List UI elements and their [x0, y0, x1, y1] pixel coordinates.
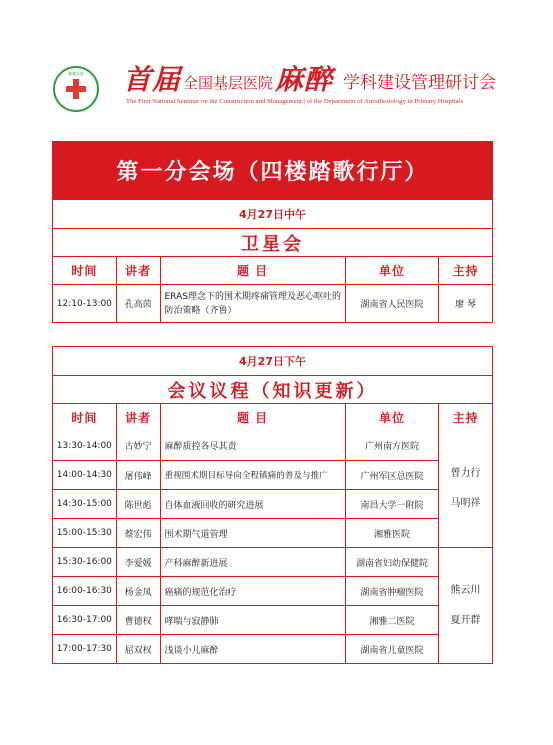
- time-cell: 13:30-14:00: [56, 440, 112, 451]
- table-row: [53, 284, 492, 322]
- title-seminar: 学科建设管理研讨会: [343, 73, 497, 93]
- speaker-cell: 杨金凤: [116, 577, 160, 605]
- speaker-cell: 陈世彪: [116, 490, 160, 518]
- session1-header-row: [53, 256, 492, 284]
- title-anesthesia: 麻醉: [275, 63, 334, 96]
- speaker-cell: 蔡宏伟: [116, 519, 160, 547]
- session1-date: 4月27日中午: [239, 208, 306, 221]
- speaker-cell: 曹德权: [116, 606, 160, 634]
- title-grassroots: 全国基层医院: [183, 74, 274, 92]
- logo-text: 湘雅医院: [68, 71, 84, 76]
- unit-cell: 湘雅医院: [345, 519, 439, 547]
- medical-cross-icon: [66, 79, 86, 99]
- host-group-1: [438, 431, 492, 547]
- topic-cell: 产科麻醉新进展: [160, 548, 345, 576]
- speaker-cell: 古妙宁: [116, 431, 160, 460]
- unit-cell: 南昌大学一附院: [345, 490, 439, 518]
- session2-title: 会议议程（知识更新）: [53, 375, 492, 403]
- col-host: 主持: [438, 404, 492, 431]
- topic-cell: 哮喘与寂静肺: [160, 606, 345, 634]
- time-cell: 15:30-16:00: [56, 557, 112, 567]
- english-subtitle: The First National Seminar on the Construction and Management | of the Department of Anesthesiology in Primary Hospitals: [126, 98, 464, 105]
- col-speaker: 讲者: [116, 257, 160, 284]
- table-row: [53, 489, 492, 518]
- col-unit: 单位: [345, 257, 439, 284]
- table-row: [53, 605, 492, 634]
- table-row: [53, 518, 492, 547]
- time-cell: 16:00-16:30: [56, 586, 112, 596]
- col-speaker: 讲者: [116, 404, 160, 431]
- topic-cell: 围术期气道管理: [160, 519, 345, 547]
- speaker-cell: 孔高茵: [116, 285, 160, 322]
- topic-cell: ERAS理念下的围术期疼痛管理及恶心呕吐的防治策略（齐鲁）: [160, 285, 345, 322]
- time-cell: 16:30-17:00: [56, 615, 112, 625]
- hall-banner: 第一分会场（四楼踏歌行厅）: [52, 141, 493, 199]
- table-row: [53, 431, 492, 460]
- topic-cell: 自体血液回收的研究进展: [160, 490, 345, 518]
- time-cell: 12:10-13:00: [56, 298, 112, 309]
- col-unit: 单位: [345, 404, 439, 431]
- session1-table: [52, 199, 493, 323]
- speaker-cell: 屈双权: [116, 635, 160, 663]
- session1-title: 卫星会: [53, 228, 492, 256]
- unit-cell: 湖南省肿瘤医院: [345, 577, 439, 605]
- session2-date: 4月27日下午: [239, 355, 306, 368]
- unit-cell: 湖南省儿童医院: [345, 635, 439, 663]
- host-name: 马明祥: [450, 498, 481, 509]
- speaker-cell: 屠伟峰: [116, 461, 160, 489]
- topic-cell: 浅谈小儿麻醉: [160, 635, 345, 663]
- host-name: 熊云川: [450, 584, 481, 596]
- col-topic: 题 目: [160, 257, 345, 284]
- session2-body: [53, 431, 492, 663]
- table-row: [53, 547, 492, 576]
- time-cell: 14:30-15:00: [56, 499, 112, 509]
- col-time: 时间: [71, 411, 98, 425]
- topic-cell: 麻醉质控各尽其责: [160, 431, 345, 460]
- table-row: [53, 576, 492, 605]
- unit-cell: 湘雅二医院: [345, 606, 439, 634]
- host-cell: 廖 琴: [438, 285, 492, 322]
- time-cell: 17:00-17:30: [56, 644, 112, 654]
- conference-title: [123, 58, 496, 98]
- session2-header-row: [53, 403, 492, 431]
- host-name: 夏开群: [450, 614, 481, 626]
- host-name: 曾力行: [450, 468, 481, 479]
- speaker-cell: 李爱媛: [116, 548, 160, 576]
- topic-cell: 重视围术期目标导向全程镇痛的普及与推广: [160, 461, 345, 489]
- title-first: 首届: [123, 63, 182, 96]
- topic-cell: 癌痛的规范化治疗: [160, 577, 345, 605]
- unit-cell: 湖南省妇幼保健院: [345, 548, 439, 576]
- session2-table: [52, 346, 493, 664]
- col-host: 主持: [438, 257, 492, 284]
- unit-cell: 广州军区总医院: [345, 461, 439, 489]
- time-cell: 14:00-14:30: [56, 470, 112, 480]
- col-topic: 题 目: [160, 404, 345, 431]
- hospital-logo: [53, 66, 99, 112]
- unit-cell: 湖南省人民医院: [345, 285, 439, 322]
- host-group-2: [438, 547, 492, 663]
- unit-cell: 广州南方医院: [345, 431, 439, 460]
- time-cell: 15:00-15:30: [56, 528, 112, 538]
- col-time: 时间: [71, 264, 98, 278]
- table-row: [53, 460, 492, 489]
- table-row: [53, 634, 492, 663]
